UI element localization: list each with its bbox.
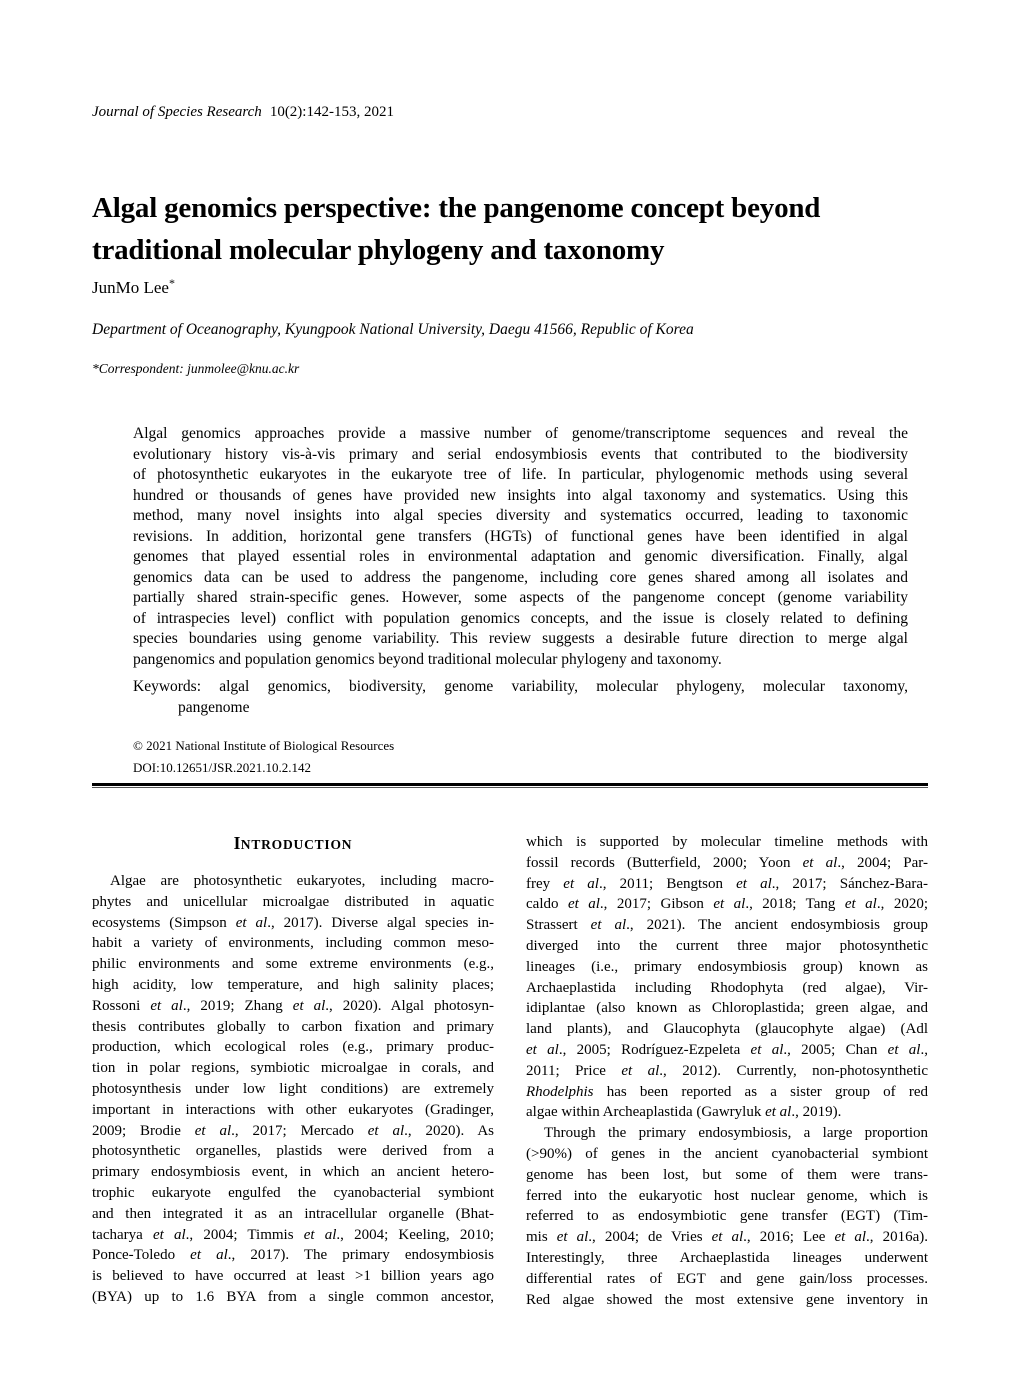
text-line: Through the primary endosymbiosis, a large proportion [544, 1125, 928, 1142]
text-line: Algae are photosynthetic eukaryotes, including macro- [110, 873, 494, 889]
divider-rule [92, 783, 928, 788]
introduction-heading [92, 832, 494, 871]
text-line: thesis contributes globally to carbon fixation and primary [92, 1018, 494, 1035]
text-line: partially shared strain-specific genes. However, some aspects of the pangenome concept (genome variability [133, 589, 908, 606]
text-line: differential rates of EGT and gene gain/loss processes. [526, 1270, 928, 1287]
body-columns [92, 832, 928, 1310]
journal-name: Journal of Species Research [92, 104, 262, 120]
right-column [526, 832, 928, 1310]
paragraph [133, 424, 908, 670]
text-line: method, many novel insights into algal species diversity and systematics occurred, leading to taxonomic [133, 507, 908, 524]
text-line: which is supported by molecular timeline methods with [526, 834, 928, 850]
text-line: Red algae showed the most extensive gene inventory in [526, 1291, 928, 1308]
doi-line: DOI:10.12651/JSR.2021.10.2.142 [133, 760, 312, 775]
text-line: species boundaries using genome variability. This review suggests a desirable future direction to merge algal [133, 630, 908, 647]
text-line: idiplantae (also known as Chloroplastida; green algae, and [526, 1000, 928, 1017]
text-line: of photosynthetic eukaryotes in the eukaryote tree of life. In particular, phylogenomic methods using several [133, 466, 908, 483]
text-line: tacharya et al., 2004; Timmis et al., 2004; Keeling, 2010; [92, 1226, 495, 1243]
keywords-block [133, 677, 908, 718]
text-line: evolutionary history vis-à-vis primary and serial endosymbiosis events that contributed to the biodiversity [133, 445, 908, 463]
text-line: Algal genomics approaches provide a massive number of genome/transcriptome sequences and reveal the [133, 425, 908, 442]
text-line: Archaeplastida including Rhodophyta (red algae), Vir- [526, 979, 928, 996]
copyright-block [133, 735, 928, 779]
text-line: production, which ecological roles (e.g., primary produc- [92, 1039, 494, 1056]
text-line: of intraspecies level) conflict with population genomics concepts, and the issue is closely related to defining [133, 609, 908, 627]
correspondent-line: *Correspondent: junmolee@knu.ac.kr [92, 361, 300, 376]
right-column-text [526, 832, 928, 1310]
text-line: important in interactions with other eukaryotes (Gradinger, [92, 1101, 494, 1118]
text-line: algae within Archeaplastida (Gawryluk et al., 2019). [526, 1104, 842, 1121]
text-line: and then integrated it as an intracellular organelle (Bhat- [92, 1205, 494, 1222]
text-line: genomes that played essential roles in environmental adaptation and genomic diversification. Finally, algal [133, 548, 908, 565]
text-line: tion in polar regions, symbiotic microalgae in corals, and [92, 1060, 494, 1077]
left-column-text [92, 871, 494, 1308]
text-line: revisions. In addition, horizontal gene transfers (HGTs) of functional genes have been identified in algal [133, 527, 908, 545]
text-line: fossil records (Butterfield, 2000; Yoon et al., 2004; Par- [526, 854, 928, 871]
text-line: Ponce-Toledo et al., 2017). The primary endosymbiosis [92, 1247, 495, 1264]
text-line: pangenomics and population genomics beyond traditional molecular phylogeny and taxonomy. [133, 650, 722, 668]
text-line: philic environments and some extreme environments (e.g., [92, 956, 494, 973]
author-line [92, 277, 928, 300]
text-line: mis et al., 2004; de Vries et al., 2016; Lee et al., 2016a). [526, 1229, 928, 1246]
keywords-line-2: pangenome [178, 698, 250, 716]
text-line: (>90%) of genes in the ancient cyanobacterial symbiont [526, 1145, 928, 1162]
copyright-line: © 2021 National Institute of Biological Resources [133, 738, 395, 753]
text-line: is believed to have occurred at least >1 billion years ago [92, 1268, 494, 1285]
text-line: photosynthetic organelles, plastids were derived from a [92, 1143, 494, 1160]
text-line: (BYA) up to 1.6 BYA from a single common ancestor, [92, 1288, 494, 1305]
text-line: ferred into the eukaryotic host nuclear genome, which is [526, 1187, 928, 1204]
journal-issue-info: 10(2):142-153, 2021 [269, 104, 394, 120]
text-line: et al., 2005; Rodríguez-Ezpeleta et al., 2005; Chan et al., [526, 1041, 928, 1058]
text-line: diverged into the current three major photosynthetic [526, 937, 928, 954]
left-column [92, 832, 494, 1310]
article-title-line-2: traditional molecular phylogeny and taxonomy [92, 234, 665, 266]
text-line: Strassert et al., 2021). The ancient endosymbiosis group [526, 917, 928, 934]
text-line: photosynthesis under low light conditions) are extremely [92, 1080, 494, 1097]
text-line: high acidity, low temperature, and high salinity places; [92, 976, 494, 993]
abstract [133, 424, 908, 670]
text-line: Interestingly, three Archaeplastida lineages underwent [526, 1249, 928, 1266]
text-line: phytes and unicellular microalgae distributed in aquatic [92, 893, 494, 910]
affiliation: Department of Oceanography, Kyungpook National University, Daegu 41566, Republic of Korea [92, 321, 694, 338]
author-name: JunMo Lee [92, 278, 169, 297]
text-line: caldo et al., 2017; Gibson et al., 2018; Tang et al., 2020; [526, 896, 928, 913]
text-line: trophic eukaryote engulfed the cyanobacterial symbiont [92, 1184, 494, 1201]
text-line: lineages (i.e., primary endosymbiosis group) known as [526, 958, 928, 975]
article-title-line-1: Algal genomics perspective: the pangenome concept beyond [92, 192, 821, 224]
heading-rest: NTRODUCTION [240, 837, 353, 852]
text-line: frey et al., 2011; Bengtson et al., 2017; Sánchez-Bara- [526, 875, 929, 892]
paragraph [526, 1123, 928, 1310]
text-line: 2009; Brodie et al., 2017; Mercado et al., 2020). As [92, 1122, 494, 1139]
text-line: primary endosymbiosis event, in which an ancient hetero- [92, 1164, 494, 1181]
text-line: genome has been lost, but some of them were trans- [526, 1166, 928, 1183]
text-line: land plants), and Glaucophyta (glaucophyte algae) (Adl [526, 1021, 928, 1038]
text-line: ecosystems (Simpson et al., 2017). Diverse algal species in- [92, 914, 494, 931]
keywords-line-1: Keywords: algal genomics, biodiversity, genome variability, molecular phylogeny, molecular taxonomy, [133, 678, 908, 695]
article-title [92, 187, 928, 271]
text-line: 2011; Price et al., 2012). Currently, non-photosynthetic [526, 1062, 928, 1079]
paragraph [92, 871, 494, 1308]
text-line: genomics data can be used to address the pangenome, including core genes shared among all isolates and [133, 568, 908, 586]
author-correspondence-mark: * [168, 276, 175, 290]
paragraph [526, 832, 928, 1123]
text-line: hundred or thousands of genes have provided new insights into algal taxonomy and systematics. Using this [133, 486, 908, 504]
running-head [92, 103, 928, 121]
heading-initial: I [233, 833, 241, 853]
text-line: habit a variety of environments, including common meso- [92, 935, 494, 952]
text-line: referred to as endosymbiotic gene transfer (EGT) (Tim- [526, 1208, 928, 1225]
text-line: Rhodelphis has been reported as a sister group of red [526, 1083, 928, 1100]
text-line: Rossoni et al., 2019; Zhang et al., 2020). Algal photosyn- [92, 997, 494, 1014]
